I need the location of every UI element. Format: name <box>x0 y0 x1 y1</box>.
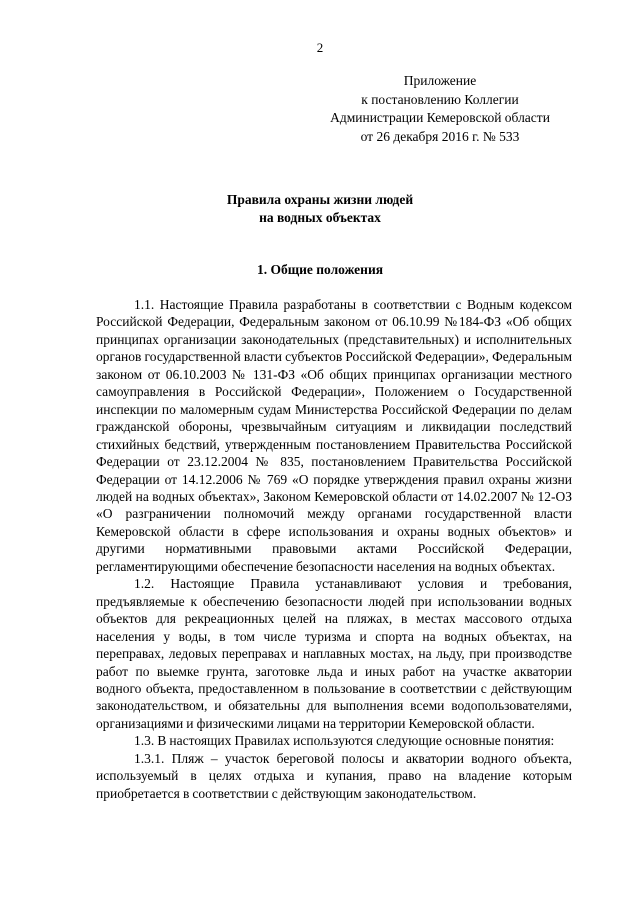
section-heading: 1. Общие положения <box>256 262 384 277</box>
section-body <box>96 296 572 802</box>
page-number: 2 <box>316 40 324 55</box>
appendix-line: от 26 декабря 2016 г. № 533 <box>360 128 520 144</box>
title-line: Правила охраны жизни людей <box>226 192 414 207</box>
appendix-line: Администрации Кемеровской области <box>330 110 550 125</box>
title-line: на водных объектах <box>259 210 381 225</box>
paragraph-1-1: 1.1. Настоящие Правила разработаны в соответствии с Водным кодексом Российской Федерации, Федеральным законом от 06.10.99 №184-ФЗ «Об общих принципах организации законодательных (представительных) и исполнительных органов государственной власти субъектов Российской Федерации», Федеральным законом от 06.10.2003 № 131-ФЗ «Об общих принципах организации местного самоуправления в Российской Федерации», Положением о Государственной инспекции по маломерным судам Министерства Российской Федерации по делам гражданской обороны, чрезвычайным ситуациям и ликвидации последствий стихийных бедствий, утвержденным постановлением Правительства Российской Федерации от 23.12.2004 № 835, постановлением Правительства Российской Федерации от 14.12.2006 № 769 «О порядке утверждения правил охраны жизни людей на водных объектах», Законом Кемеровской области от 14.02.2007 № 12-ОЗ «О разграничении полномочий между органами государственной власти Кемеровской области в сфере использования и охраны водных объектов» и другими нормативными правовыми актами Российской Федерации, регламентирующими обеспечение безопасности населения на водных объектах. <box>96 297 572 574</box>
paragraph-1-3: 1.3. В настоящих Правилах используются следующие основные понятия: <box>134 733 555 749</box>
document-title <box>0 191 640 227</box>
appendix-block <box>300 72 580 146</box>
paragraph-1-2: 1.2. Настоящие Правила устанавливают условия и требования, предъявляемые к обеспечению безопасности людей при использовании водных объектов для рекреационных целей на пляжах, в местах массового отдыха населения у воды, в том числе туризма и спорта на водных объектах, на переправах, ледовых переправах и наплавных мостах, на льду, при производстве работ по выемке грунта, заготовке льда и иных работ на участке акватории водного объекта, предоставленном в пользование в соответствии с действующим законодательством, и обязательны для выполнения всеми водопользователями, организациями и физическими лицами на территории Кемеровской области. <box>96 576 572 731</box>
paragraph-1-3-1: 1.3.1. Пляж – участок береговой полосы и акватории водного объекта, используемый в целях отдыха и купания, право на владение которым приобретается в соответствии с действующим законодательством. <box>96 750 572 801</box>
appendix-line: к постановлению Коллегии <box>361 91 519 107</box>
appendix-line: Приложение <box>403 73 477 88</box>
